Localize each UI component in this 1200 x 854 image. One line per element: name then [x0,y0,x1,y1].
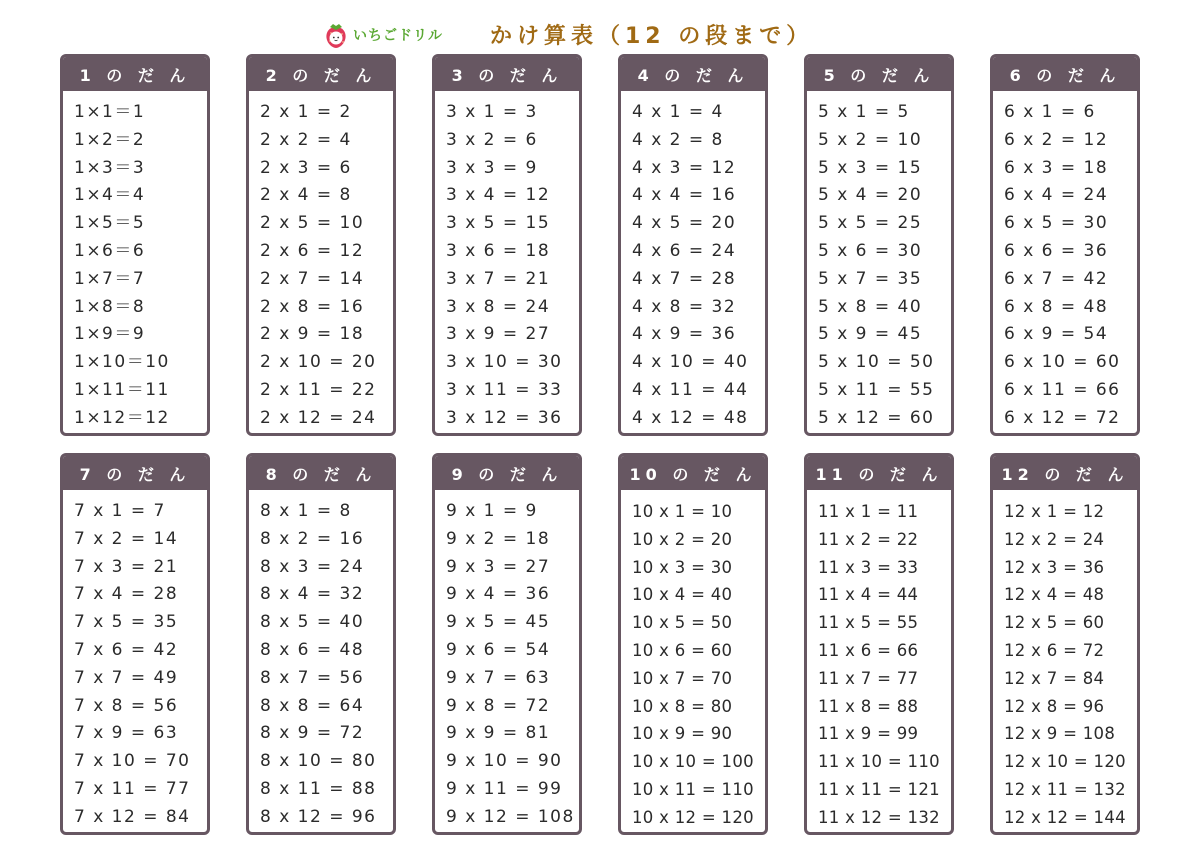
table-row: 7 x 7 = 49 [74,667,179,688]
table-row: 3 x 8 = 24 [446,296,551,317]
table-row: 9 x 12 = 108 [446,806,575,827]
table-row: 6 x 11 = 66 [1004,379,1121,400]
table-row: 6 x 7 = 42 [1004,268,1109,289]
table-row: 1×9＝9 [74,324,146,345]
table-row: 9 x 5 = 45 [446,612,551,633]
table-row: 10 x 12 = 120 [632,807,754,827]
table-row: 8 x 7 = 56 [260,667,365,688]
table-row: 12 x 8 = 96 [1004,696,1105,716]
table-row: 4 x 8 = 32 [632,296,737,317]
table-row: 7 x 10 = 70 [74,751,191,772]
table-row: 6 x 6 = 36 [1004,240,1109,261]
table-rows [435,490,579,832]
table-row: 2 x 2 = 4 [260,129,352,150]
page-title: かけ算表（12 の段まで） [490,24,814,49]
table-title: 9 の だ ん [435,456,579,490]
table-row: 5 x 10 = 50 [818,352,935,373]
table-row: 8 x 12 = 96 [260,806,377,827]
table-card-3 [432,54,582,436]
table-row: 3 x 10 = 30 [446,352,563,373]
table-row: 6 x 9 = 54 [1004,324,1109,345]
table-row: 2 x 8 = 16 [260,296,365,317]
table-row: 6 x 8 = 48 [1004,296,1109,317]
table-row: 12 x 10 = 120 [1004,752,1126,772]
table-rows [621,91,765,433]
table-row: 1×11＝11 [74,379,170,400]
table-card-1 [60,54,210,436]
table-row: 12 x 9 = 108 [1004,724,1116,744]
table-row: 1×6＝6 [74,240,146,261]
table-row: 5 x 6 = 30 [818,240,923,261]
table-row: 9 x 8 = 72 [446,695,551,716]
table-row: 8 x 8 = 64 [260,695,365,716]
table-row: 4 x 10 = 40 [632,352,749,373]
table-row: 5 x 3 = 15 [818,157,923,178]
table-row: 10 x 5 = 50 [632,613,733,633]
table-row: 9 x 10 = 90 [446,751,563,772]
table-card-4 [618,54,768,436]
brand-logo [322,20,443,50]
table-row: 8 x 4 = 32 [260,584,365,605]
table-row: 5 x 5 = 25 [818,213,923,234]
table-row: 3 x 9 = 27 [446,324,551,345]
table-row: 12 x 12 = 144 [1004,807,1126,827]
table-row: 10 x 8 = 80 [632,696,733,716]
table-row: 11 x 4 = 44 [818,585,919,605]
table-rows [621,490,765,832]
table-rows [63,490,207,832]
table-row: 7 x 6 = 42 [74,639,179,660]
table-row: 7 x 1 = 7 [74,501,166,521]
table-row: 5 x 8 = 40 [818,296,923,317]
table-row: 9 x 3 = 27 [446,556,551,577]
table-row: 1×3＝3 [74,157,146,178]
table-row: 11 x 11 = 121 [818,779,940,799]
table-row: 11 x 10 = 110 [818,752,940,772]
table-row: 4 x 1 = 4 [632,102,724,122]
table-row: 10 x 3 = 30 [632,557,733,577]
table-row: 2 x 10 = 20 [260,352,377,373]
table-row: 4 x 5 = 20 [632,213,737,234]
table-row: 2 x 3 = 6 [260,157,352,178]
table-row: 1×10＝10 [74,352,170,373]
table-row: 1×1＝1 [74,102,146,122]
table-row: 7 x 2 = 14 [74,528,179,549]
table-row: 5 x 11 = 55 [818,379,935,400]
table-row: 12 x 5 = 60 [1004,613,1105,633]
table-card-8 [246,453,396,835]
table-row: 7 x 9 = 63 [74,723,179,744]
table-row: 6 x 10 = 60 [1004,352,1121,373]
table-rows [993,490,1137,832]
table-row: 11 x 7 = 77 [818,668,919,688]
table-row: 12 x 1 = 12 [1004,502,1105,521]
table-row: 3 x 1 = 3 [446,102,538,122]
table-title: 6 の だ ん [993,57,1137,91]
table-row: 10 x 1 = 10 [632,502,733,521]
table-card-9 [432,453,582,835]
table-rows [993,91,1137,433]
table-row: 9 x 2 = 18 [446,528,551,549]
table-title: 2 の だ ん [249,57,393,91]
table-row: 11 x 1 = 11 [818,502,919,521]
table-row: 8 x 11 = 88 [260,778,377,799]
table-row: 12 x 6 = 72 [1004,640,1105,660]
table-rows [249,91,393,433]
table-title: 11 の だ ん [807,456,951,490]
table-row: 3 x 3 = 9 [446,157,538,178]
table-row: 5 x 12 = 60 [818,407,935,428]
table-row: 12 x 3 = 36 [1004,557,1105,577]
table-title: 8 の だ ん [249,456,393,490]
table-row: 7 x 8 = 56 [74,695,179,716]
table-row: 12 x 4 = 48 [1004,585,1105,605]
table-row: 3 x 4 = 12 [446,185,551,206]
table-row: 3 x 5 = 15 [446,213,551,234]
table-row: 11 x 12 = 132 [818,807,940,827]
table-row: 9 x 11 = 99 [446,778,563,799]
table-row: 7 x 5 = 35 [74,612,179,633]
table-row: 4 x 11 = 44 [632,379,749,400]
page-header [0,18,1200,54]
table-title: 10 の だ ん [621,456,765,490]
table-title: 7 の だ ん [63,456,207,490]
table-row: 10 x 2 = 20 [632,529,733,549]
table-title: 12 の だ ん [993,456,1137,490]
table-row: 3 x 6 = 18 [446,240,551,261]
table-row: 4 x 2 = 8 [632,129,724,150]
table-row: 8 x 6 = 48 [260,639,365,660]
table-row: 11 x 2 = 22 [818,529,919,549]
table-rows [807,490,951,832]
table-row: 1×2＝2 [74,129,146,150]
table-card-6 [990,54,1140,436]
table-row: 8 x 3 = 24 [260,556,365,577]
table-row: 12 x 2 = 24 [1004,529,1105,549]
table-rows [435,91,579,433]
table-card-5 [804,54,954,436]
table-card-2 [246,54,396,436]
table-title: 3 の だ ん [435,57,579,91]
table-row: 4 x 12 = 48 [632,407,749,428]
table-row: 3 x 7 = 21 [446,268,551,289]
table-title: 1 の だ ん [63,57,207,91]
table-row: 10 x 10 = 100 [632,752,754,772]
table-rows [807,91,951,433]
table-row: 6 x 2 = 12 [1004,129,1109,150]
table-row: 10 x 4 = 40 [632,585,733,605]
table-row: 4 x 7 = 28 [632,268,737,289]
table-row: 2 x 1 = 2 [260,102,352,122]
table-row: 9 x 1 = 9 [446,501,538,521]
table-title: 5 の だ ん [807,57,951,91]
table-row: 2 x 7 = 14 [260,268,365,289]
table-row: 11 x 6 = 66 [818,640,919,660]
table-row: 9 x 7 = 63 [446,667,551,688]
table-row: 8 x 5 = 40 [260,612,365,633]
table-row: 2 x 4 = 8 [260,185,352,206]
table-row: 11 x 8 = 88 [818,696,919,716]
table-row: 1×8＝8 [74,296,146,317]
table-row: 11 x 9 = 99 [818,724,919,744]
table-row: 9 x 9 = 81 [446,723,551,744]
table-row: 3 x 11 = 33 [446,379,563,400]
table-row: 5 x 1 = 5 [818,102,910,122]
table-row: 1×4＝4 [74,185,146,206]
table-row: 10 x 6 = 60 [632,640,733,660]
table-row: 10 x 11 = 110 [632,779,754,799]
table-row: 8 x 10 = 80 [260,751,377,772]
table-row: 8 x 9 = 72 [260,723,365,744]
table-row: 2 x 9 = 18 [260,324,365,345]
table-row: 6 x 4 = 24 [1004,185,1109,206]
table-row: 9 x 4 = 36 [446,584,551,605]
table-row: 8 x 2 = 16 [260,528,365,549]
table-row: 2 x 11 = 22 [260,379,377,400]
table-row: 7 x 4 = 28 [74,584,179,605]
table-row: 2 x 6 = 12 [260,240,365,261]
table-row: 10 x 7 = 70 [632,668,733,688]
table-row: 3 x 12 = 36 [446,407,563,428]
table-row: 4 x 9 = 36 [632,324,737,345]
table-row: 7 x 11 = 77 [74,778,191,799]
table-row: 5 x 9 = 45 [818,324,923,345]
table-rows [249,490,393,832]
table-row: 1×12＝12 [74,407,170,428]
table-row: 6 x 12 = 72 [1004,407,1121,428]
table-rows [63,91,207,433]
table-row: 7 x 12 = 84 [74,806,191,827]
table-row: 5 x 7 = 35 [818,268,923,289]
table-row: 1×7＝7 [74,268,146,289]
table-row: 11 x 3 = 33 [818,557,919,577]
table-card-7 [60,453,210,835]
table-row: 11 x 5 = 55 [818,613,919,633]
table-row: 12 x 11 = 132 [1004,779,1126,799]
table-row: 12 x 7 = 84 [1004,668,1105,688]
table-row: 4 x 6 = 24 [632,240,737,261]
table-row: 8 x 1 = 8 [260,501,352,521]
table-row: 7 x 3 = 21 [74,556,179,577]
table-row: 4 x 4 = 16 [632,185,737,206]
table-row: 4 x 3 = 12 [632,157,737,178]
table-row: 1×5＝5 [74,213,146,234]
table-row: 6 x 5 = 30 [1004,213,1109,234]
table-row: 10 x 9 = 90 [632,724,733,744]
strawberry-icon [322,21,350,49]
table-title: 4 の だ ん [621,57,765,91]
table-row: 5 x 4 = 20 [818,185,923,206]
table-row: 6 x 3 = 18 [1004,157,1109,178]
table-row: 2 x 5 = 10 [260,213,365,234]
table-card-12 [990,453,1140,835]
table-row: 9 x 6 = 54 [446,639,551,660]
table-row: 2 x 12 = 24 [260,407,377,428]
table-row: 6 x 1 = 6 [1004,102,1096,122]
table-row: 3 x 2 = 6 [446,129,538,150]
table-row: 5 x 2 = 10 [818,129,923,150]
logo-text: いちごドリル [353,28,443,44]
table-card-11 [804,453,954,835]
table-card-10 [618,453,768,835]
